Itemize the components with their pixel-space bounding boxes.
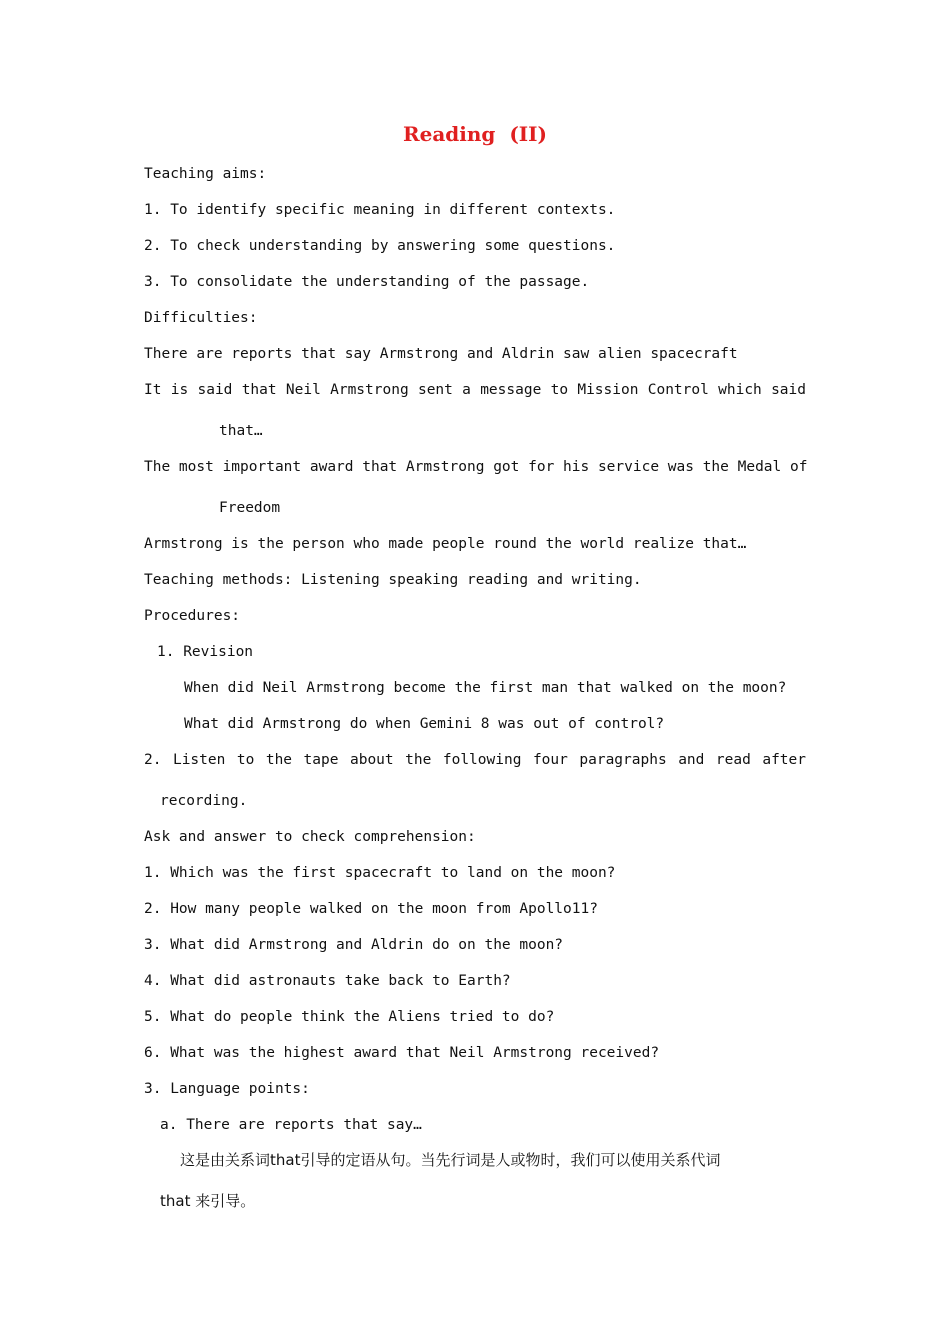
difficulty-item: Armstrong is the person who made people round the world realize that… xyxy=(144,536,747,552)
aims-heading: Teaching aims: xyxy=(144,166,267,182)
language-point-item: a. There are reports that say… xyxy=(160,1117,422,1133)
comprehension-question: 6. What was the highest award that Neil Armstrong received? xyxy=(144,1045,660,1061)
revision-label: 1. Revision xyxy=(157,644,254,660)
aim-item: 3. To consolidate the understanding of the passage. xyxy=(144,274,590,290)
revision-question: What did Armstrong do when Gemini 8 was out of control? xyxy=(184,716,665,732)
difficulty-item: The most important award that Armstrong got for his service was the Medal of xyxy=(144,459,808,475)
language-point-note-continued: that 来引导。 xyxy=(160,1192,256,1210)
difficulty-item: It is said that Neil Armstrong sent a message to Mission Control which said xyxy=(144,382,806,398)
comprehension-question: 4. What did astronauts take back to Earth? xyxy=(144,973,511,989)
procedures-heading: Procedures: xyxy=(144,608,241,624)
comprehension-question: 3. What did Armstrong and Aldrin do on the moon? xyxy=(144,937,564,953)
listen-instruction: 2. Listen to the tape about the following four paragraphs and read after xyxy=(144,752,806,768)
difficulty-item-continued: Freedom xyxy=(219,500,281,516)
teaching-methods: Teaching methods: Listening speaking reading and writing. xyxy=(144,572,642,588)
comprehension-question: 2. How many people walked on the moon from Apollo11? xyxy=(144,901,598,917)
aim-item: 2. To check understanding by answering some questions. xyxy=(144,238,616,254)
comprehension-question: 5. What do people think the Aliens tried to do? xyxy=(144,1009,555,1025)
difficulty-item-continued: that… xyxy=(219,423,263,439)
language-point-note: 这是由关系词that引导的定语从句。当先行词是人或物时，我们可以使用关系代词 xyxy=(180,1151,721,1169)
revision-question: When did Neil Armstrong become the first man that walked on the moon? xyxy=(184,680,787,696)
language-points-heading: 3. Language points: xyxy=(144,1081,310,1097)
aim-item: 1. To identify specific meaning in different contexts. xyxy=(144,202,616,218)
comprehension-question: 1. Which was the first spacecraft to land on the moon? xyxy=(144,865,616,881)
comprehension-heading: Ask and answer to check comprehension: xyxy=(144,829,476,845)
listen-instruction-continued: recording. xyxy=(160,793,248,809)
difficulty-item: There are reports that say Armstrong and Aldrin saw alien spacecraft xyxy=(144,346,738,362)
page-title: Reading (II) xyxy=(403,122,547,146)
difficulties-heading: Difficulties: xyxy=(144,310,258,326)
